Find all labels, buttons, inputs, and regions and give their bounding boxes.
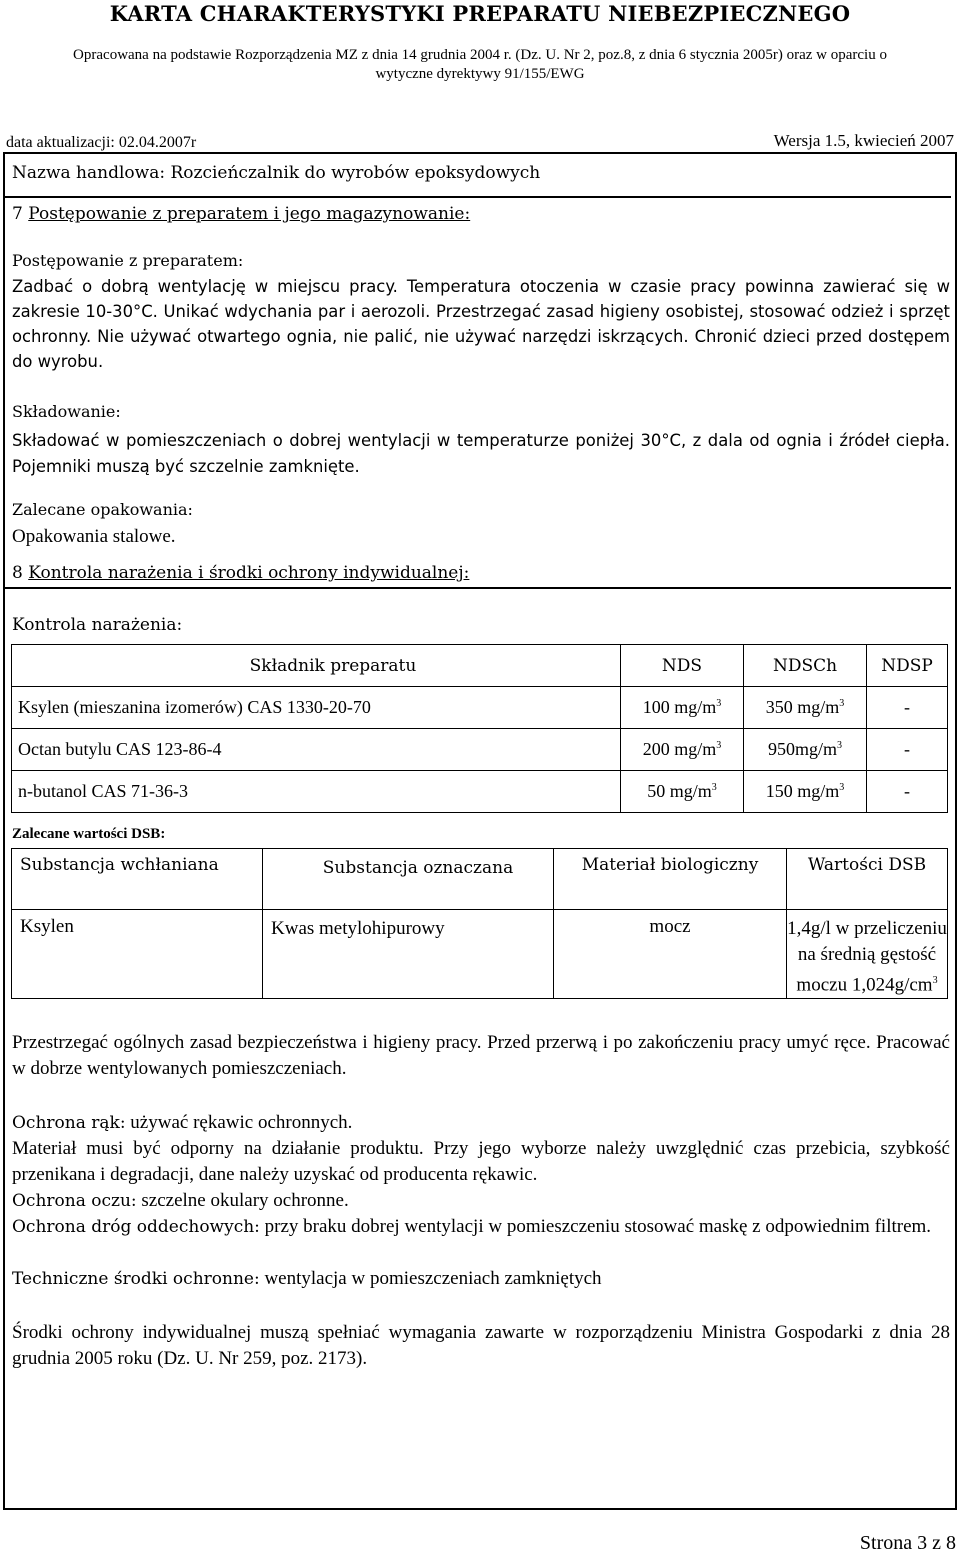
nds-cell [621, 771, 744, 813]
exposure-control-heading: Kontrola narażenia: [12, 615, 183, 635]
dsb-row [12, 910, 948, 999]
dsb-header-value: Wartości DSB [787, 849, 948, 910]
nds-value: 100 [642, 697, 675, 717]
dsb-marked-cell: Kwas metylohipurowy [263, 910, 554, 999]
section-7 [5, 196, 951, 589]
component-cell: Octan butylu CAS 123-86-4 [12, 729, 621, 771]
table-header-row [12, 645, 948, 687]
nds-value: 50 [647, 781, 670, 801]
dsb-value-cell [787, 910, 948, 999]
ndsch-value: 350 [765, 697, 798, 717]
trade-name: Nazwa handlowa: Rozcieńczalnik do wyrobów epoksydowych [12, 163, 541, 183]
regulation-line-2: wytyczne dyrektywy 91/155/EWG [375, 66, 585, 82]
eye-protection-label: Ochrona oczu: [12, 1191, 137, 1211]
dsb-header-row [12, 849, 948, 910]
table-row [12, 771, 948, 813]
section-8-number: 8 [12, 563, 29, 583]
respiratory-protection-text: przy braku dobrej wentylacji w pomieszczeniu stosować maskę z odpowiednim filtrem. [259, 1216, 932, 1237]
unit-exponent: 3 [711, 782, 717, 793]
dsb-absorbed-cell: Ksylen [12, 910, 263, 999]
technical-measures-label: Techniczne środki ochronne: [12, 1269, 260, 1289]
column-header-component: Składnik preparatu [12, 645, 621, 687]
handling-heading: Postępowanie z preparatem: [12, 251, 244, 270]
unit-label: mg/m [669, 781, 712, 801]
ppe-requirements-text: Środki ochrony indywidualnej muszą spełniać wymagania zawarte w rozporządzeniu Ministra Gospodarki z dnia 28 grudnia 2005 roku (Dz. U. Nr 259, poz. 2173). [12, 1322, 950, 1369]
ndsp-cell: - [867, 687, 948, 729]
unit-exponent: 3 [716, 740, 722, 751]
content-frame [3, 152, 957, 1510]
hands-protection [12, 1110, 950, 1136]
unit-exponent: 3 [837, 740, 842, 751]
dsb-value-text: 1,4g/l w przeliczeniu na średnią gęstość moczu 1,024g/cm [787, 918, 947, 996]
component-cell: Ksylen (mieszanina izomerów) CAS 1330-20-70 [12, 687, 621, 729]
respiratory-protection-label: Ochrona dróg oddechowych: [12, 1217, 260, 1237]
table-row [12, 687, 948, 729]
ndsch-cell [744, 729, 867, 771]
ndsch-cell [744, 771, 867, 813]
unit-exponent: 3 [839, 782, 845, 793]
eye-protection [12, 1188, 950, 1214]
dsb-header-marked: Substancja oznaczana [263, 849, 554, 910]
ndsp-cell: - [867, 729, 948, 771]
nds-cell [621, 729, 744, 771]
dsb-material-cell: mocz [554, 910, 787, 999]
technical-measures-text: wentylacja w pomieszczeniach zamkniętych [259, 1268, 602, 1289]
ndsch-value: 150 [765, 781, 798, 801]
storage-text: Składować w pomieszczeniach o dobrej wentylacji w temperaturze poniżej 30°C, z dala od ognia i źródeł ciepła. Pojemniki muszą być szczelnie zamknięte. [12, 431, 950, 476]
eye-protection-text: szczelne okulary ochronne. [136, 1190, 349, 1211]
column-header-nds: NDS [621, 645, 744, 687]
packaging-heading: Zalecane opakowania: [12, 500, 193, 519]
unit-label: mg/m [674, 739, 717, 759]
ndsch-value: 950 [767, 739, 795, 759]
regulation-line-1: Opracowana na podstawie Rozporządzenia MZ z dnia 14 grudnia 2004 r. (Dz. U. Nr 2, poz.8, z dnia 6 stycznia 2005r) oraz w oparciu o [73, 47, 887, 63]
column-header-ndsp: NDSP [867, 645, 948, 687]
unit-label: mg/m [794, 739, 837, 759]
dsb-value-exponent: 3 [932, 975, 938, 986]
column-header-ndsch: NDSCh [744, 645, 867, 687]
component-cell: n-butanol CAS 71-36-3 [12, 771, 621, 813]
exposure-limits-table [11, 644, 948, 813]
nds-value: 200 [642, 739, 675, 759]
technical-measures [12, 1266, 950, 1292]
unit-label: mg/m [674, 697, 717, 717]
trade-name-box [5, 154, 951, 198]
ndsp-cell: - [867, 771, 948, 813]
table-row [12, 729, 948, 771]
version-info: Wersja 1.5, kwiecień 2007 [773, 131, 954, 150]
packaging-text: Opakowania stalowe. [12, 526, 176, 547]
section-7-title: Postępowanie z preparatem i jego magazynowanie: [28, 204, 471, 224]
hands-protection-text: używać rękawic ochronnych. [125, 1112, 353, 1133]
dsb-heading: Zalecane wartości DSB: [12, 826, 166, 842]
unit-label: mg/m [797, 697, 840, 717]
section-8-heading [12, 563, 469, 583]
dsb-header-material: Materiał biologiczny [554, 849, 787, 910]
storage-heading: Składowanie: [12, 402, 121, 421]
hands-protection-label: Ochrona rąk: [12, 1113, 126, 1133]
unit-label: mg/m [797, 781, 840, 801]
respiratory-protection [12, 1214, 950, 1240]
section-7-number: 7 [12, 204, 29, 224]
page-number: Strona 3 z 8 [859, 1532, 956, 1554]
handling-text: Zadbać o dobrą wentylację w miejscu pracy. Temperatura otoczenia w czasie pracy powinna zawierać się w zakresie 10-30°C. Unikać wdychania par i aerozoli. Przestrzegać zasad higieny osobistej, stosować odzież i sprzęt ochronny. Nie używać otwartego ognia, nie palić, nie używać narzędzi iskrzących. Chronić dzieci przed dostępem do wyrobu. [12, 277, 950, 371]
unit-exponent: 3 [716, 698, 722, 709]
general-rules-text: Przestrzegać ogólnych zasad bezpieczeństwa i higieny pracy. Przed przerwą i po zakończeniu pracy umyć ręce. Pracować w dobrze wentylowanych pomieszczeniach. [12, 1032, 950, 1079]
section-7-heading [12, 204, 470, 224]
nds-cell [621, 687, 744, 729]
document-title: KARTA CHARAKTERYSTYKI PREPARATU NIEBEZPIECZNEGO [109, 1, 851, 26]
unit-exponent: 3 [839, 698, 845, 709]
update-date: data aktualizacji: 02.04.2007r [6, 134, 197, 151]
dsb-header-absorbed: Substancja wchłaniana [12, 849, 263, 910]
glove-material-text: Materiał musi być odporny na działanie produktu. Przy jego wyborze należy uwzględnić czas przebicia, szybkość przenikana i degradacji, dane należy uzyskać od producenta rękawic. [12, 1138, 950, 1185]
ndsch-cell [744, 687, 867, 729]
section-8-title: Kontrola narażenia i środki ochrony indywidualnej: [28, 563, 470, 583]
dsb-values-table [11, 848, 948, 999]
